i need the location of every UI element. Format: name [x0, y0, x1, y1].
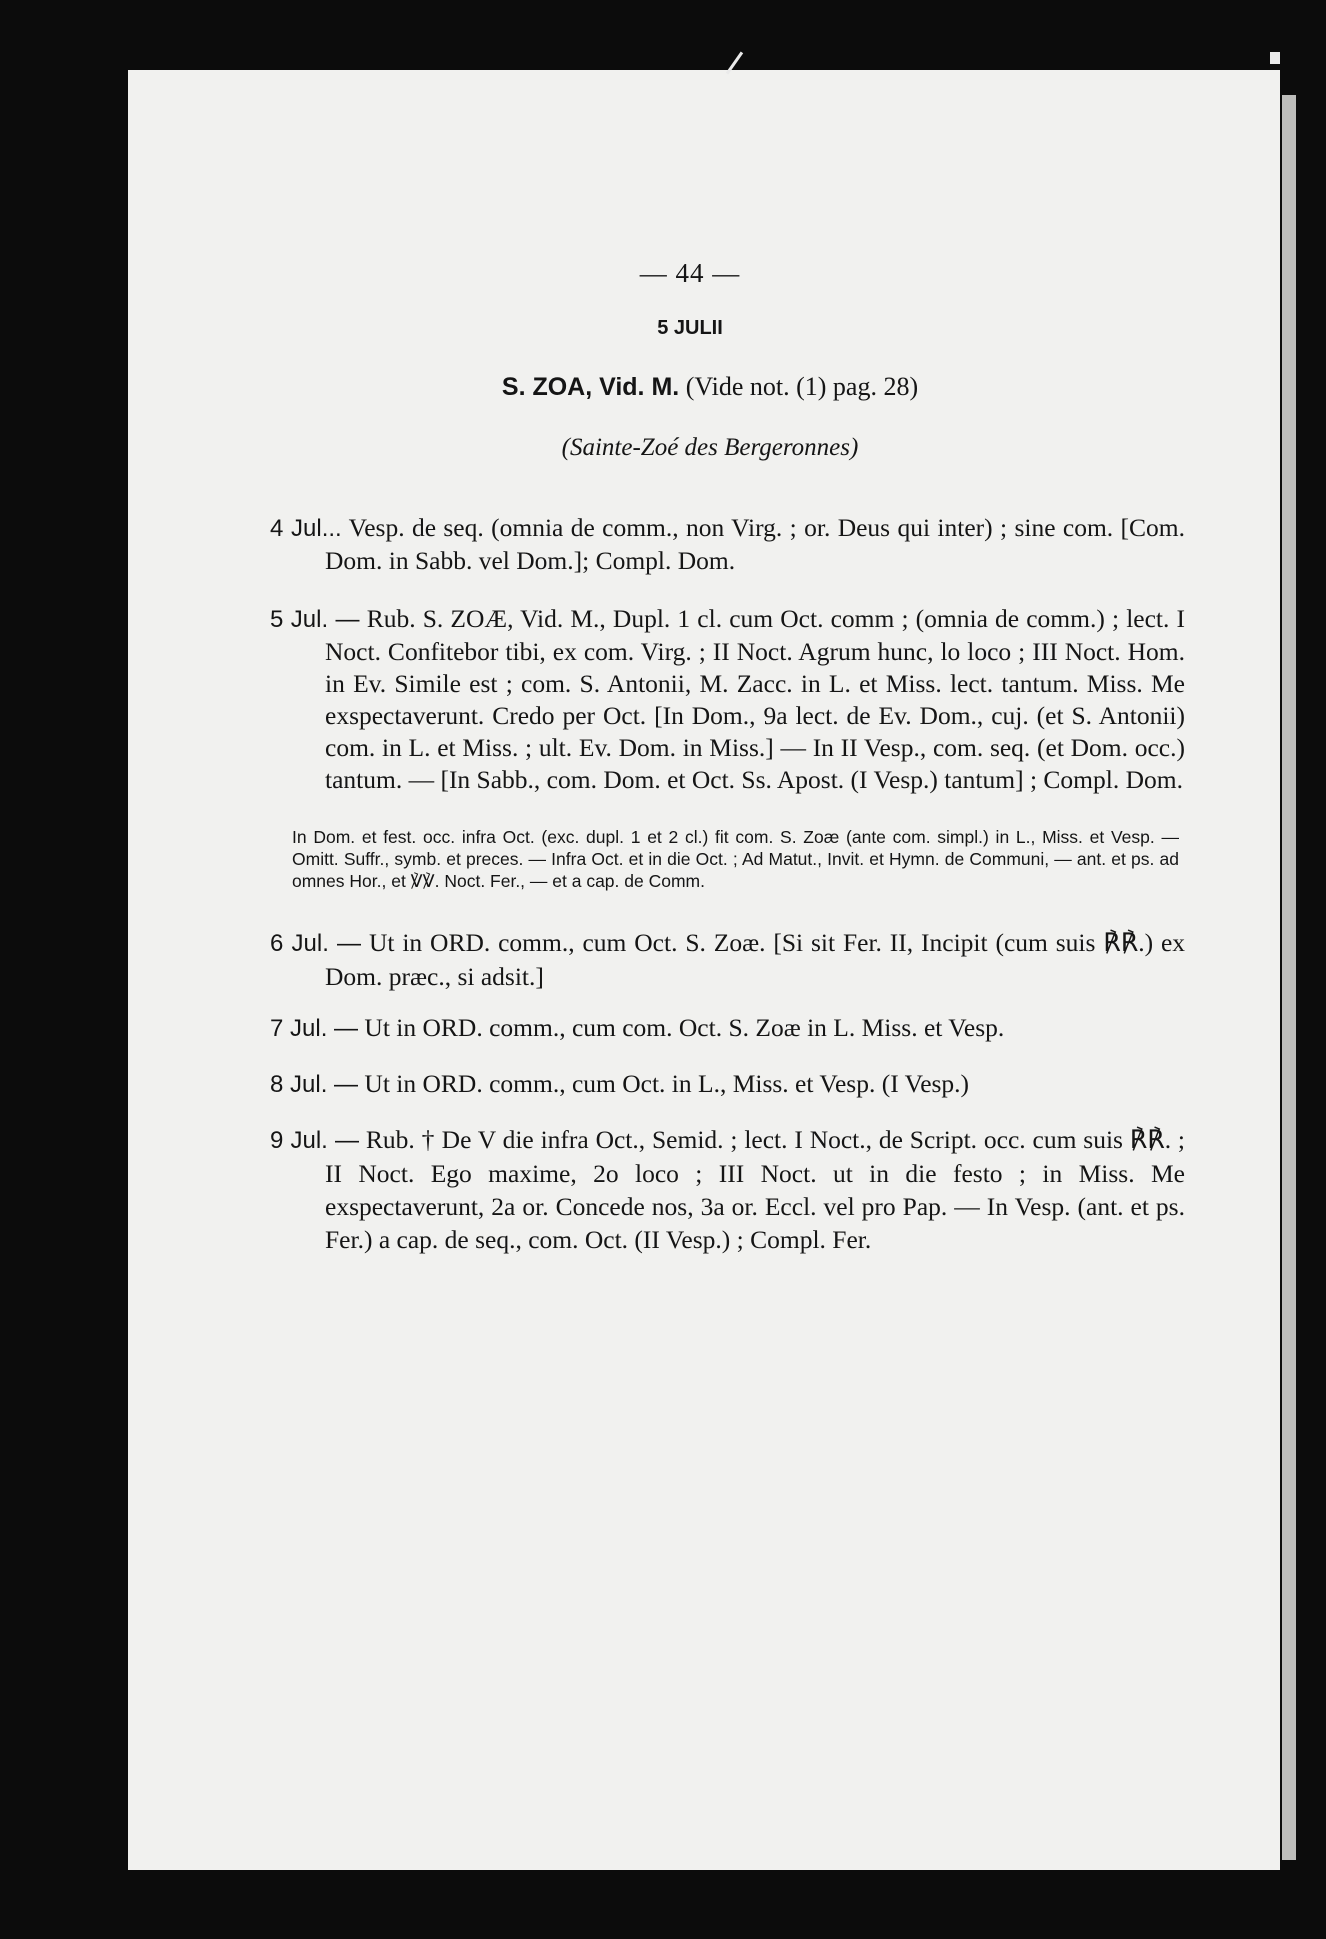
- entry-text: Ut in ORD. comm., cum Oct. in L., Miss. et Vesp. (I Vesp.): [364, 1069, 970, 1098]
- entry-day: 4 Jul...: [270, 515, 342, 542]
- page-number: — 44 —: [639, 258, 741, 288]
- entry-text: Vesp. de seq. (omnia de comm., non Virg. ; or. Deus qui inter) ; sine com. [Com. Dom. in Sabb. vel Dom.]; Compl. Dom.: [325, 513, 1186, 575]
- page-content: [270, 258, 1185, 1256]
- next-page-edge: [1282, 95, 1296, 1860]
- entry-text: Ut in ORD. comm., cum com. Oct. S. Zoæ in L. Miss. et Vesp.: [364, 1013, 1005, 1042]
- rubric-note: [264, 826, 1179, 892]
- entry-day: 5 Jul. —: [270, 606, 360, 633]
- list-item: [270, 603, 1185, 796]
- entry-text: Rub. S. ZOÆ, Vid. M., Dupl. 1 cl. cum Oct. comm ; (omnia de comm.) ; lect. I Noct. Confitebor tibi, ex com. Virg. ; II Noct. Agrum hunc, lo loco ; III Noct. Hom. in Ev. Simile est ; com. S. Antonii, M. Zacc. in L. et Miss. lect. tantum. Miss. Me exspectaverunt. Credo per Oct. [In Dom., 9a lect. de Ev. Dom., cuj. (et S. Antonii) com. in L. et Miss. ; ult. Ev. Dom. in Miss.] — In II Vesp., com. seq. (et Dom. occ.) tantum. — [In Sabb., com. Dom. et Oct. Ss. Apost. (I Vesp.) tantum] ; Compl. Dom.: [325, 604, 1186, 794]
- month-heading: 5 JULII: [657, 317, 723, 339]
- scan-mark: [1270, 52, 1280, 64]
- note-text: In Dom. et fest. occ. infra Oct. (exc. dupl. 1 et 2 cl.) fit com. S. Zoæ (ante com. simpl.) in L., Miss. et Vesp. — Omitt. Suffr., symb. et preces. — Infra Oct. et in die Oct. ; Ad Matut., Invit. et Hymn. de Communi, — ant. et ps. ad omnes Hor., et ℣℣. Noct. Fer., — et a cap. de Comm.: [292, 827, 1179, 891]
- list-item: [270, 1123, 1185, 1256]
- entry-day: 6 Jul. —: [270, 930, 362, 957]
- entry-day: 8 Jul. —: [270, 1071, 359, 1098]
- entry-day: 7 Jul. —: [270, 1015, 359, 1042]
- feast-name: S. ZOA, Vid. M.: [501, 373, 680, 401]
- entry-text: Rub. † De V die infra Oct., Semid. ; lect. I Noct., de Script. occ. cum suis ℟℟. ; II Noct. Ego maxime, 2o loco ; III Noct. ut in die festo ; in Miss. Me exspectaverunt, 2a or. Concede nos, 3a or. Eccl. vel pro Pap. — In Vesp. (ant. et ps. Fer.) a cap. de seq., com. Oct. (II Vesp.) ; Compl. Fer.: [325, 1125, 1186, 1254]
- feast-heading: [270, 372, 1150, 402]
- feast-reference: (Vide not. (1) pag. 28): [685, 372, 919, 401]
- list-item: [270, 1067, 1185, 1101]
- feast-subtitle: (Sainte-Zoé des Bergeronnes): [561, 434, 859, 461]
- entry-text: Ut in ORD. comm., cum Oct. S. Zoæ. [Si sit Fer. II, Incipit (cum suis ℟℟.) ex Dom. præc., si adsit.]: [325, 928, 1186, 991]
- entry-day: 9 Jul. —: [270, 1127, 359, 1154]
- list-item: [270, 1011, 1185, 1045]
- list-item: [270, 512, 1185, 577]
- list-item: [270, 926, 1185, 993]
